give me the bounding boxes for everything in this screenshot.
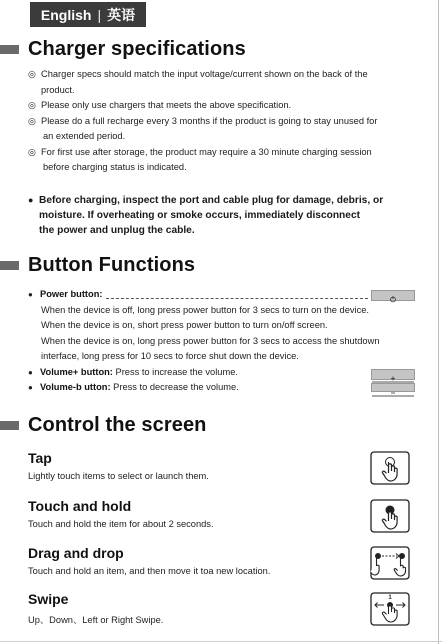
power-desc-line: interface, long press for 10 secs to force shut down the device. bbox=[41, 351, 299, 361]
charger-spec-list bbox=[28, 67, 418, 176]
gesture-title: Drag and drop bbox=[28, 545, 124, 561]
charger-section-heading bbox=[0, 38, 246, 61]
power-button-icon bbox=[371, 290, 415, 301]
gesture-description: Touch and hold an item, and then move it toa new location. bbox=[28, 566, 271, 576]
spec-line: For first use after storage, the product may require a 30 minute charging session bbox=[41, 146, 372, 157]
screen-section-heading bbox=[0, 414, 207, 437]
spec-item bbox=[28, 114, 418, 145]
gesture-title: Touch and hold bbox=[28, 498, 132, 514]
gesture-title: Tap bbox=[28, 450, 52, 466]
gesture-swipe bbox=[28, 590, 163, 626]
bullet-dot: ● bbox=[28, 367, 33, 377]
bullet-mark: ◎ bbox=[28, 146, 36, 157]
volume-up-label: Volume+ button: bbox=[40, 366, 113, 377]
page-edge-right bbox=[438, 0, 439, 644]
power-symbol-icon bbox=[372, 295, 414, 304]
bullet-mark: ◎ bbox=[28, 69, 36, 79]
spec-text bbox=[41, 145, 418, 176]
dashed-leader bbox=[106, 290, 369, 299]
volume-up-row bbox=[28, 365, 426, 381]
spec-item bbox=[28, 98, 418, 114]
spec-line: before charging status is indicated. bbox=[43, 162, 187, 172]
spec-line: an extended period. bbox=[43, 131, 126, 141]
warning-text bbox=[39, 193, 383, 238]
volume-down-row bbox=[28, 380, 426, 396]
warning-line: Before charging, inspect the port and cable plug for damage, debris, or bbox=[39, 195, 384, 206]
gesture-description: Touch and hold the item for about 2 seconds. bbox=[28, 519, 214, 529]
power-desc-line: When the device is on, long press power button for 3 secs to access the shutdown bbox=[41, 335, 380, 346]
gesture-description: Up、Down、Left or Right Swipe. bbox=[28, 615, 164, 625]
spec-line: Please only use chargers that meets the above specification. bbox=[41, 100, 292, 110]
language-tab bbox=[30, 2, 146, 27]
power-desc-line: When the device is on, short press power button to turn on/off screen. bbox=[41, 320, 328, 330]
power-desc-line: When the device is off, long press power button for 3 secs to turn on the device. bbox=[41, 304, 369, 315]
svg-text:1: 1 bbox=[388, 595, 392, 601]
screen-heading-text: Control the screen bbox=[28, 414, 207, 436]
power-button-label: Power button: bbox=[40, 289, 103, 299]
power-button-row bbox=[28, 287, 426, 303]
buttons-section-heading bbox=[0, 254, 195, 277]
page-edge-bottom bbox=[0, 641, 442, 642]
gesture-title: Swipe bbox=[28, 591, 69, 607]
plus-symbol-icon bbox=[372, 374, 414, 383]
spec-text bbox=[41, 67, 418, 98]
gesture-tap bbox=[28, 449, 209, 481]
warning-line: moisture. If overheating or smoke occurs, immediately disconnect bbox=[39, 210, 361, 221]
drag-drop-gesture-icon bbox=[370, 546, 410, 580]
swipe-gesture-icon bbox=[370, 592, 410, 626]
volume-down-label: Volume-b utton: bbox=[40, 382, 111, 392]
gesture-drag-drop bbox=[28, 544, 270, 576]
button-functions-list bbox=[28, 287, 426, 396]
language-tab-chinese: 英语 bbox=[107, 6, 136, 23]
spec-line: product. bbox=[41, 84, 75, 95]
bullet-mark: ◎ bbox=[28, 115, 36, 126]
charger-heading-text: Charger specifications bbox=[28, 38, 246, 60]
language-tab-english: English bbox=[40, 6, 92, 23]
heading-bar bbox=[0, 261, 19, 270]
warning-line: the power and unplug the cable. bbox=[39, 225, 195, 236]
spec-item bbox=[28, 67, 418, 98]
volume-up-button-icon bbox=[371, 369, 415, 380]
language-tab-separator: | bbox=[97, 6, 102, 23]
touch-hold-gesture-icon bbox=[370, 499, 410, 533]
spec-line: Charger specs should match the input voltage/current shown on the back of the bbox=[41, 69, 368, 79]
gesture-description: Lightly touch items to select or launch them. bbox=[28, 471, 209, 481]
heading-bar bbox=[0, 45, 19, 54]
volume-down-button-icon bbox=[371, 383, 415, 392]
warning-dot: ● bbox=[28, 195, 34, 205]
volume-up-text: Press to increase the volume. bbox=[112, 366, 238, 377]
power-button-desc bbox=[28, 303, 426, 365]
buttons-heading-text: Button Functions bbox=[28, 254, 196, 276]
spec-text bbox=[41, 114, 418, 145]
volume-down-text: Press to decrease the volume. bbox=[110, 382, 239, 392]
heading-bar bbox=[0, 421, 19, 430]
bullet-dot: ● bbox=[28, 290, 33, 299]
bullet-mark: ◎ bbox=[28, 100, 36, 110]
spec-line: Please do a full recharge every 3 months if the product is going to stay unused for bbox=[41, 115, 378, 126]
tap-gesture-icon bbox=[370, 451, 410, 485]
minus-symbol-icon bbox=[372, 390, 414, 397]
spec-item bbox=[28, 145, 418, 176]
charging-warning bbox=[28, 193, 430, 238]
gesture-touch-hold bbox=[28, 497, 214, 529]
bullet-dot: ● bbox=[28, 383, 33, 392]
